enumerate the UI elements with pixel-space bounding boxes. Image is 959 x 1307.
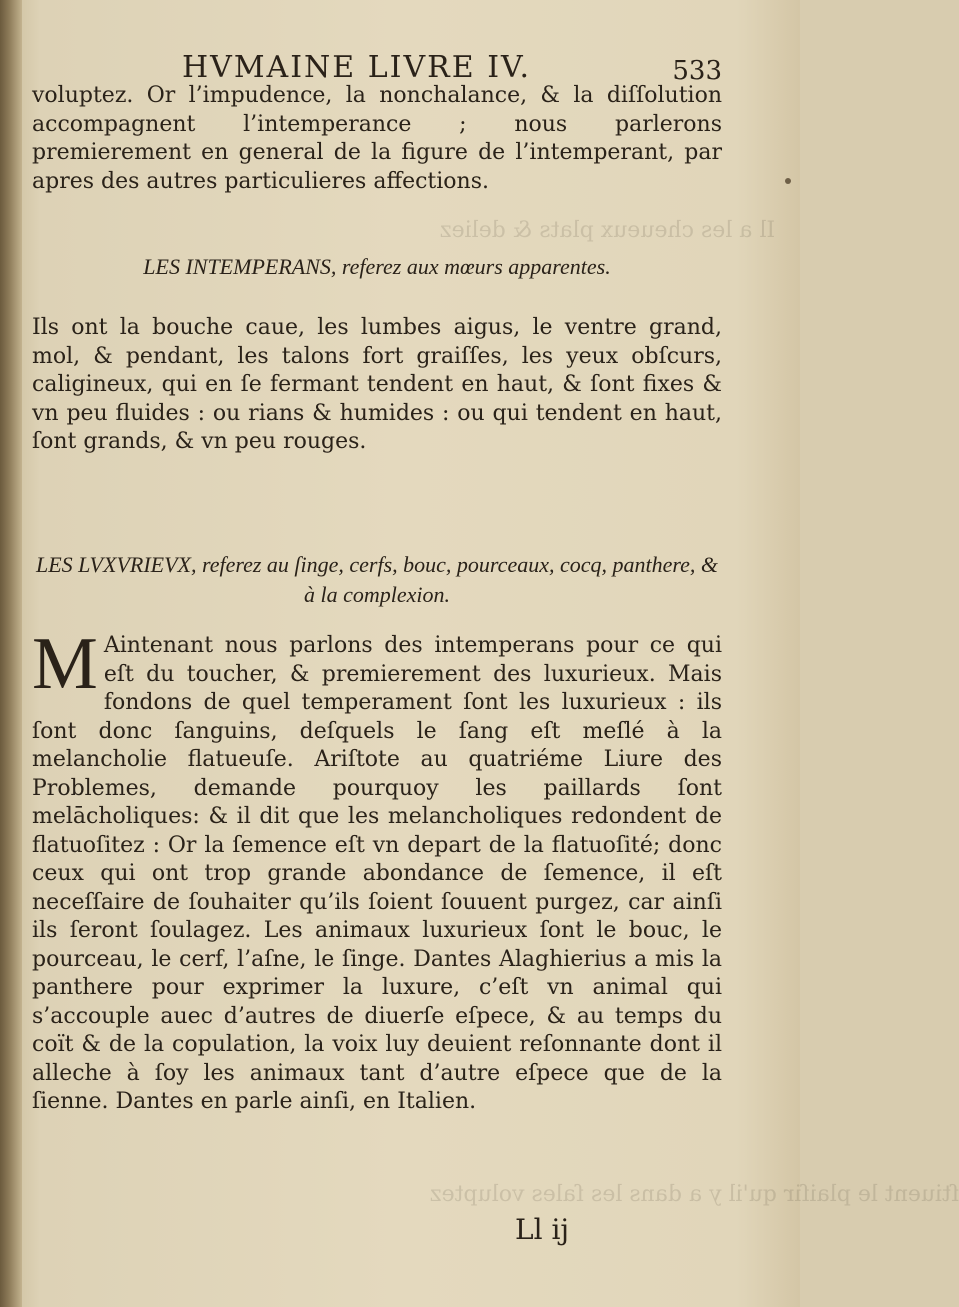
- binding-gutter: [0, 0, 22, 1307]
- section-body: Ils ont la bouche caue, les lumbes aigus, le ventre grand, mol, & pendant, les talons fort graiſſes, les yeux obſcurs, caligineux, qui en ſe fermant tendent en haut, & ſont fixes & vn peu fluides : ou rians & humides : ou qui tendent en haut, ſont grands, & vn peu rouges.: [32, 315, 722, 454]
- section-body: Aintenant nous parlons des intemperans pour ce qui eſt du toucher, & premierement des luxurieux. Mais fondons de quel temperament ſont les luxurieux : ils ſont donc ſanguins, deſquels le ſang eſt meſlé à la melancholie flatueuſe. Ariſtote au quatriéme Liure des Problemes, demande pourquoy les paillards ſont melācholiques: & il dit que les melancholiques redondent de flatuoſitez : Or la ſemence eſt vn depart de la flatuoſité; donc ceux qui ont trop grande abondance de ſemence, il eſt neceſſaire de ſouhaiter qu’ils ſoient ſouuent purgez, car ainſi ils ſeront ſoulagez. Les animaux luxurieux ſont le bouc, le pourceau, le cerf, l’aſne, le ſinge. Dantes Alaghierius a mis la panthere pour exprimer la luxure, c’eſt vn animal qui s’accouple auec d’autres de diuerſe eſpece, & au temps du coït & de la copulation, la voix luy deuient reſonnante dont il alleche à ſoy les animaux tant d’autre eſpece que de la ſienne. Dantes en parle ainſi, en Italien.: [32, 633, 722, 1114]
- section-body-container: [32, 623, 722, 1117]
- show-through-text: ſtiuent le plaiſir qu'il y a dans les ſales voluptez: [430, 1182, 959, 1207]
- running-head: HVMAINE LIVRE IV.: [182, 50, 532, 85]
- drop-cap: M: [32, 623, 98, 705]
- section-intemperans: [32, 252, 722, 457]
- section-luxurieux: [32, 550, 722, 1117]
- section-heading: LES LVXVRIEVX, referez au ſinge, cerfs, bouc, pourceaux, cocq, panthere, & à la complexion.: [35, 552, 719, 607]
- signature-mark: Ll ij: [515, 1213, 570, 1246]
- show-through-text: Il a les cheueux plats & deliez: [440, 218, 776, 243]
- page-number: 533: [672, 56, 722, 86]
- section-heading: LES INTEMPERANS, referez aux mœurs apparentes.: [143, 254, 611, 279]
- intro-paragraph-block: [32, 82, 722, 196]
- intro-paragraph: voluptez. Or l’impudence, la nonchalance, & la diſſolution accompagnent l’intemperance ; nous parlerons premierement en general de la figure de l’intemperant, par apres des autres particulieres affections.: [32, 83, 722, 194]
- ink-speck: [785, 178, 791, 184]
